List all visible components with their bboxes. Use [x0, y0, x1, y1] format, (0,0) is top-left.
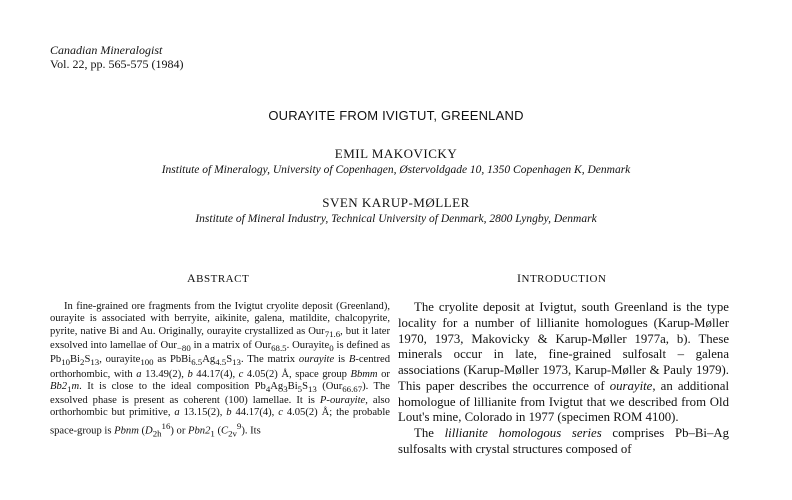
abstract-heading: ABSTRACT	[187, 271, 250, 285]
author-affiliation-2: Institute of Mineral Industry, Technical University of Denmark, 2800 Lyngby, Denmark	[195, 213, 597, 225]
introduction-paragraph-1: The cryolite deposit at Ivigtut, south Greenland is the type locality for a number of lillianite homologues (Karup-Møller 1970, 1973, Makovicky & Karup-Møller 1977a, b). These minerals occur in late, fine-grained sulfosalt – galena associations (Karup-Møller 1973, Karup-Møller & Pauly 1979). This paper describes the occurrence of ourayite, an additional homologue of lillianite from Ivigtut that we described from Old Lout's mine, Colorado in 1977 (specimen ROM 4100).	[398, 300, 729, 425]
paper-title: OURAYITE FROM IVIGTUT, GREENLAND	[268, 108, 524, 123]
journal-volume: Vol. 22, pp. 565-575 (1984)	[50, 57, 184, 71]
introduction-text	[398, 300, 729, 458]
abstract-paragraph: In fine-grained ore fragments from the Ivigtut cryolite deposit (Greenland), ourayite is associated with berryite, aikinite, galena, matildite, chalcopyrite, pyrite, native Bi and Au. Originally, ourayite crystallized as Our$_{71.6}$, but it later exsolved into lamellae of Our$_{-80}$ in a matrix of Our$_{68.5}$. Ourayite$_0$ is defined as $Pb_{10}Bi_2S_{13}$, ourayite$_{100}$ as $PbBi_{6.5}Ag_{4.5}S_{13}$. The matrix ourayite is B-centred orthorhombic, with a 13.49(2), b 44.17(4), c 4.05(2) Å, space group Bbmm or $Bb2_1m$. It is close to the ideal composition $Pb_4Ag_3Bi_5S_{13}$ (Our$_{66.67}$). The exsolved phase is present as coherent (100) lamellae. It is P-ourayite, also orthorhombic but primitive, a 13.15(2), b 44.17(4), c 4.05(2) Å; the probable space-group is Pbnm $(D_{2h}^{16})$ or $Pbn2_1$ $(C_{2v}^9)$. Its	[50, 301, 391, 439]
journal-name: Canadian Mineralogist	[50, 43, 163, 57]
author-name-1: EMIL MAKOVICKY	[334, 146, 458, 161]
journal-citation	[50, 43, 183, 71]
introduction-paragraph-2: The lillianite homologous series comprises Pb–Bi–Ag sulfosalts with crystal structures composed of	[398, 426, 729, 456]
introduction-heading: INTRODUCTION	[517, 271, 607, 285]
author-name-2: SVEN KARUP-MØLLER	[322, 195, 470, 210]
author-affiliation-1: Institute of Mineralogy, University of Copenhagen, Østervoldgade 10, 1350 Copenhagen K, Denmark	[161, 164, 631, 176]
abstract-text	[50, 301, 390, 440]
